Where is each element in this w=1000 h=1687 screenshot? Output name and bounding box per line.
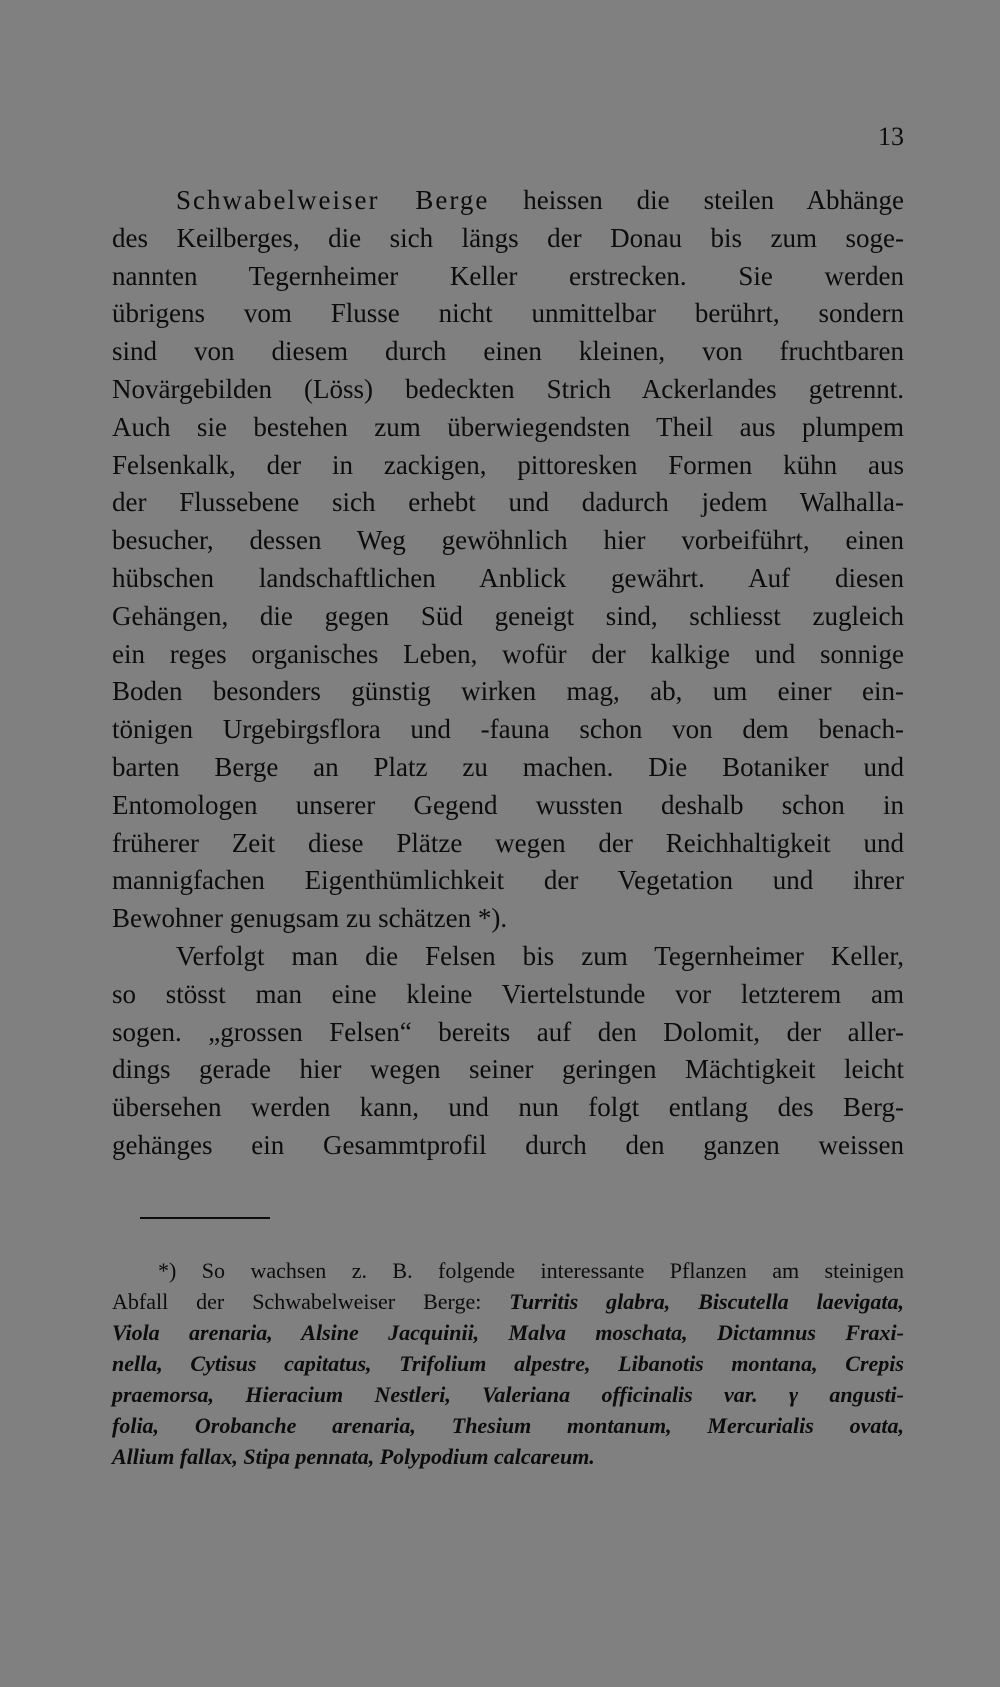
- species-names: Allium fallax, Stipa pennata, Polypodium calcareum.: [112, 1444, 595, 1469]
- text-line: des Keilberges, die sich längs der Donau bis zum soge-: [112, 222, 904, 253]
- text-line: sogen. „grossen Felsen“ bereits auf den Dolomit, der aller-: [112, 1016, 904, 1047]
- text-line: mannigfachen Eigenthümlichkeit der Vegetation und ihrer: [112, 865, 904, 896]
- spaced-term: Schwabelweiser Berge: [176, 185, 490, 215]
- footnote-line: [112, 1317, 904, 1348]
- footnote-marker: *): [158, 1258, 177, 1283]
- main-text: [112, 182, 904, 1165]
- footnote-line: [112, 1379, 904, 1410]
- text-line: früherer Zeit diese Plätze wegen der Reichhaltigkeit und: [112, 827, 904, 858]
- text-line: Bewohner genugsam zu schätzen *).: [112, 903, 508, 934]
- footnote-line: [112, 1286, 904, 1317]
- page-number: 13: [878, 122, 904, 151]
- species-names: nella, Cytisus capitatus, Trifolium alpestre, Libanotis montana, Crepis: [112, 1351, 904, 1376]
- text-fragment: heissen die steilen Abhänge: [489, 185, 904, 215]
- text-line: Gehängen, die gegen Süd geneigt sind, schliesst zugleich: [112, 600, 904, 631]
- text-line: barten Berge an Platz zu machen. Die Botaniker und: [112, 751, 904, 782]
- text-line: Verfolgt man die Felsen bis zum Tegernheimer Keller,: [176, 940, 904, 971]
- footnote-text: So wachsen z. B. folgende interessante Pflanzen am steinigen: [176, 1258, 904, 1283]
- text-line: Boden besonders günstig wirken mag, ab, um einer ein-: [112, 676, 904, 707]
- footnote-line: [112, 1441, 904, 1472]
- text-line: [112, 182, 904, 220]
- footnote-line: [112, 1255, 904, 1286]
- species-names: folia, Orobanche arenaria, Thesium montanum, Mercurialis ovata,: [112, 1413, 904, 1438]
- text-line: ein reges organisches Leben, wofür der kalkige und sonnige: [112, 638, 904, 669]
- text-line: besucher, dessen Weg gewöhnlich hier vorbeiführt, einen: [112, 525, 904, 556]
- footnote: [112, 1255, 904, 1472]
- text-line: Felsenkalk, der in zackigen, pittoresken Formen kühn aus: [112, 449, 904, 480]
- text-line: Entomologen unserer Gegend wussten deshalb schon in: [112, 789, 904, 820]
- text-line: übersehen werden kann, und nun folgt entlang des Berg-: [112, 1092, 904, 1123]
- species-names: Turritis glabra, Biscutella laevigata,: [509, 1289, 904, 1314]
- text-line: nannten Tegernheimer Keller erstrecken. Sie werden: [112, 260, 904, 291]
- footnote-line: [112, 1410, 904, 1441]
- footnote-divider: [140, 1217, 270, 1219]
- text-line: so stösst man eine kleine Viertelstunde vor letzterem am: [112, 978, 904, 1009]
- species-names: praemorsa, Hieracium Nestleri, Valeriana officinalis var. γ angusti-: [112, 1382, 904, 1407]
- text-line: dings gerade hier wegen seiner geringen Mächtigkeit leicht: [112, 1054, 904, 1085]
- footnote-text: Abfall der Schwabelweiser Berge:: [112, 1289, 510, 1314]
- text-line: tönigen Urgebirgsflora und -fauna schon von dem benach-: [112, 714, 904, 745]
- species-names: Viola arenaria, Alsine Jacquinii, Malva moschata, Dictamnus Fraxi-: [112, 1320, 904, 1345]
- text-line: gehänges ein Gesammtprofil durch den ganzen weissen: [112, 1129, 904, 1160]
- text-line: Novärgebilden (Löss) bedeckten Strich Ackerlandes getrennt.: [112, 373, 904, 404]
- footnote-line: [112, 1348, 904, 1379]
- text-line: sind von diesem durch einen kleinen, von fruchtbaren: [112, 336, 904, 367]
- text-line: hübschen landschaftlichen Anblick gewährt. Auf diesen: [112, 562, 904, 593]
- text-line: übrigens vom Flusse nicht unmittelbar berührt, sondern: [112, 298, 904, 329]
- text-line: der Flussebene sich erhebt und dadurch jedem Walhalla-: [112, 487, 904, 518]
- text-line: Auch sie bestehen zum überwiegendsten Theil aus plumpem: [112, 411, 904, 442]
